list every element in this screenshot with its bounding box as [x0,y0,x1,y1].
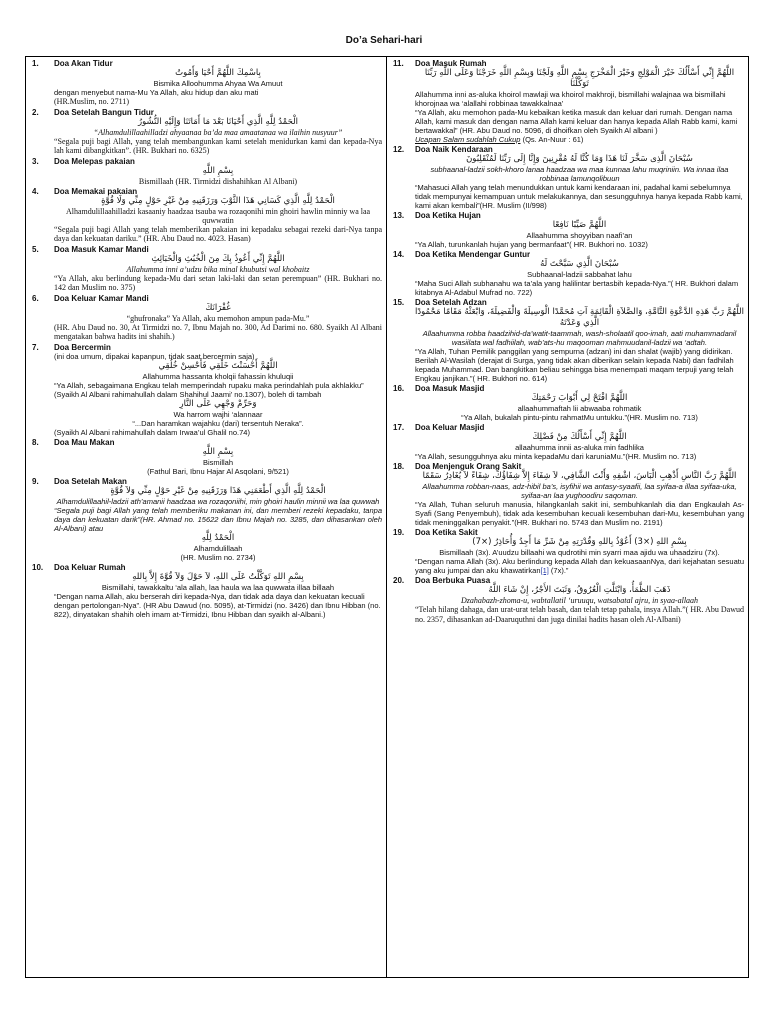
arabic-text: سُبْحَانَ الَّذِي سَبَّحْتَ لَهُ [540,259,619,269]
doa-item-6 [30,294,382,342]
doa-item-19 [391,528,744,575]
arabic-text: اللَّهُمَّ إِنِّي أَسْأَلُكَ مِنْ فَضْلِكَ [532,432,627,442]
meaning: “Dengan nama Allah, aku berserah diri kepada-Nya, dan tidak ada daya dan kekuatan kecuali dengan pertolongan-Nya”. (HR Abu Dawud (no. 5095), at-Tirmidzi (no. 3426) dan Ibnu Hibban (no. 822), dinyatakan shahih oleh imam at-Tirmidzi, Ibnu Hibban dan syaikh al-Albani.) [54,591,381,619]
source: (HR.Muslim, no. 2711) [54,97,130,106]
item-heading: Doa Masuk Rumah [415,59,487,68]
page-title: Do’a Sehari-hari [345,35,423,46]
meaning: dengan menyebut nama-Mu Ya Allah, aku hidup dan aku mati [54,88,259,97]
item-number: 6. [32,293,39,303]
doa-item-14 [391,250,744,297]
transliteration: Bismillaah (HR. Tirmidzi dishahihkan Al Albani) [138,176,298,186]
meaning [415,557,744,575]
item-number: 1. [32,59,39,68]
note-text: Ucapan Salam sudahlah Cukup [415,135,521,144]
meaning: “Telah hilang dahaga, dan urat-urat telah basah, dan telah tetap pahala, insya Allah.”( HR. Abu Dawud no. 2357, dihasankan ad-Daaruquthni dan juga dinilai hadits hasan oleh Al-Albani) [415,605,744,624]
arabic-text: اللَّهُمَّ أَحْسَنْتَ خَلْقِي فَأَحْسِنْ خُلُقِي [158,360,278,371]
item-number: 12. [393,145,405,154]
note [415,135,744,144]
transliteration: Bismika Alloohumma Ahyaa Wa Amuut [153,79,283,88]
item-number: 18. [393,462,405,471]
meaning: “Ya Allah, aku berlindung kepada-Mu dari setan laki-laki dan setan perempuan” (HR. Bukhari no. 142 dan Muslim no. 375) [54,273,382,292]
meaning: “Ya Allah, turunkanlah hujan yang bermanfaat”( HR. Bukhori no. 1032) [415,240,648,249]
meaning: “Ya Allah, sesungguhnya aku minta kepadaMu dari karuniaMu.”(HR. Muslim no. 713) [415,452,697,461]
left-column [26,57,387,977]
doa-item-17 [391,423,744,461]
item-number: 20. [393,576,405,585]
arabic-text: بِسْمِ اللهِ تَوَكَّلْتُ عَلَى اللهِ، لاَ حَوْلَ وَلاَ قُوَّةَ إِلاَّ بِاللهِ [132,571,304,582]
note: (ini doa umum, dipakai kapanpun, tidak saat bercermin saja) [54,351,255,361]
item-number: 8. [32,437,39,447]
arabic-text: الْحَمْدُ لِلَّهِ الَّذِي أَطْعَمَنِي هَذَا وَرَزَقَنِيهِ مِنْ غَيْرِ حَوْلٍ مِنِّي وَلاَ قُوَّةٍ [110,485,326,496]
item-number: 17. [393,423,405,432]
arabic-text: الْحَمْدُ لِلَّهِ الَّذِي أَحْيَانَا بَعْدَ مَا أَمَاتَنَا وَإِلَيْهِ النُّشُورُ [137,116,299,127]
item-number: 10. [32,562,44,572]
doa-item-9 [30,477,382,562]
arabic-text: ذَهَبَ الظَّمَأُ، وَابْتَلَّتِ الْعُرُوقُ، وَثَبَتَ الأَجْرُ، إِنْ شَاءَ اللَّهُ [488,585,671,595]
meaning: “Maha Suci Allah subhanahu wa ta’ala yang halilintar bertasbih kepada-Nya.”( HR. Bukhori dalam kitabnya Al-Adabul Mufrad no. 722) [415,279,739,297]
item-heading: Doa Melepas pakaian [54,156,135,166]
arabic-text: اللَّهُمَّ افْتَحْ لِي أَبْوَابَ رَحْمَتِكَ [531,393,628,403]
arabic-text: اللَّهُمَّ إِنِّي أَعُوذُ بِكَ مِنَ الْخُبُثِ وَالْخَبَائِثِ [151,253,285,264]
doa-table [25,56,749,978]
item-number: 2. [32,107,39,117]
transliteration: Dzahabazh-zhoma-u, wabtallatil ‘uruuqu, watsabatal ajru, in syaa-allaah [460,596,699,605]
meaning: “Ya Allah, bukalah pintu-pintu rahmatMu untukku.”(HR. Muslim no. 713) [461,413,698,422]
meaning: “Segala puji bagi Allah, yang telah membangunkan kami setelah menidurkan kami dan kepada-Nya lah kami dibangkitkan”. (HR. Bukhari no. 6325) [54,136,382,155]
meaning: (HR. Abu Daud no. 30, At Tirmidzi no. 7, Ibnu Majah no. 300, Ad Darimi no. 680. Syaikh Al Albani mengatakan bahwa hadits ini shahih.) [54,322,382,341]
transliteration: Allaahumma shoyyiban naafi’an [526,231,633,240]
doa-item-1 [30,59,382,107]
item-number: 9. [32,476,39,486]
item-number: 5. [32,244,39,254]
source-2: (Syaikh Al Albani rahimahullah dalam Irwaa’ul Ghalil no.74) [54,427,250,437]
meaning: (Fathul Bari, Ibnu Hajar Al Asqolani, 9/521) [147,466,289,476]
transliteration: Allaahumma robban-naas, adz-hibil ba’s, isyfihii wa antasy-syaafii, laa syifaa-a illaa syifaa-uka, syifaa-an laa yughoodiru saqoman. [422,482,737,500]
transliteration: allaahumma innii as-aluka min fadhlika [515,443,644,452]
item-heading: Doa Naik Kendaraan [415,145,493,154]
transliteration: Bismillaah (3x). A’uudzu billaahi wa qudrotihi min syarri maa ajidu wa uhaadziru (7x). [439,548,720,557]
note-source: (Qs. An-Nuur : 61) [520,135,584,144]
item-heading: Doa Masuk Kamar Mandi [54,244,149,254]
meaning: “Segala puji bagi Allah yang telah memberiku makanan ini, dan memberi rezeki kepadaku, tanpa daya dan kekuatan darik”(HR. Ahmad no. 15622 dan Ibnu Majah no. 3285, dan dihasankan oleh Al-Albani) atau [54,505,382,533]
transliteration: Alhamdulillaahil-ladzii ath’amanii haadzaa wa rozaqoniihi, min ghoiri haulin minnii wa laa quwwah [56,496,380,506]
transliteration: Alhamdulillaahilladzi kasaaniy haadzaa tsauba wa rozaqonihi min ghoiri hawlin minniy wa laa quwwatin [65,206,371,225]
transliteration: “Alhamdulillaahilladzi ahyaanaa ba’da maa amaatanaa wa ilaihin nusyuur” [93,127,343,137]
arabic-text-2: الْحَمْدُ لِلَّهِ [201,532,235,543]
item-heading: Doa Ketika Hujan [415,211,481,220]
right-column [387,57,748,977]
item-heading: Doa Memakai pakaian [54,186,138,196]
transliteration: Allahumma hassanta kholqii fahassin khuluqii [142,371,294,381]
item-heading: Doa Masuk Masjid [415,384,485,393]
doa-item-15 [391,298,744,383]
meaning: “Mahasuci Allah yang telah menundukkan untuk kami kendaraan ini, padahal kami sebelumnya tidak mempunyai kemampuan untuk melakukannya, dan sesungguhnya hanya kepada Rabb kami, kami akan kembali”(HR. Muslim (II/998) [415,183,743,210]
meaning: “Ya Allah, aku memohon pada-Mu kebaikan ketika masuk dan keluar dari rumah. Dengan nama Allah, kami masuk dan dengan nama Allah kami keluar dan hanya kepada Allah Rabb kami, kami bertawakkal” (HR. Abu Daud no. 5096, di dhoifkan oleh Syaikh Al albani ) [415,108,738,135]
doa-item-5 [30,245,382,293]
meaning-2: (HR. Muslim no. 2734) [180,552,256,562]
doa-item-4 [30,187,382,244]
item-heading: Doa Berbuka Puasa [415,576,491,585]
doa-item-18 [391,462,744,527]
transliteration: Allaahumma robba haadzihid-da’watit-taammah, wash-sholaatil qoo-imah, aati muhammadanil wasiilata wal fadhiilah, wab’ats-hu maqooman mahmuudanil-ladzii wa ‘adtah. [422,329,737,347]
transliteration-2: Wa harrom wajhi ‘alannaar [173,409,263,419]
transliteration: Bismillah [202,457,233,467]
doa-item-12 [391,145,744,210]
meaning-text: “Dengan nama Allah (3x). Aku berlindung kepada Allah dan kekuasaanNya, dari kejahatan sesuatu yang aku jumpai dan aku khawatirkan [415,557,744,575]
item-number: 11. [393,59,404,68]
arabic-text: بِسْمِ اللَّهِ [202,446,234,457]
item-number: 3. [32,156,39,166]
item-heading: Doa Akan Tidur [54,59,113,68]
item-heading: Doa Ketika Sakit [415,528,478,537]
item-heading: Doa Keluar Kamar Mandi [54,293,149,303]
arabic-text: بِسْمِ اللَّهِ [202,165,234,176]
item-heading: Doa Menjenguk Orang Sakit [415,462,522,471]
arabic-text: بِسْمِ اللهِ (×3) أَعُوْذُ بِاللهِ وَقُدْرَتِهِ مِنْ شَرِّ مَا أَجِدُ وَأُحَاذِرُ (×7) [472,537,687,547]
transliteration: Bismillahi, tawakkaltu ‘ala allah, laa haula wa laa quwwata illaa billaah [101,582,335,592]
source: (Syaikh Al Albani rahimahullah dalam Shahihul Jaami’ no.1307), boleh di tambah [54,389,322,399]
doa-item-16 [391,384,744,422]
item-heading: Doa Mau Makan [54,437,115,447]
item-heading: Doa Setelah Adzan [415,298,487,307]
item-heading: Doa Keluar Masjid [415,423,485,432]
doa-item-11 [391,59,744,144]
arabic-text-2: وَحَرِّمْ وَجْهِي عَلَى النَّارِ [179,398,257,409]
doa-item-8 [30,438,382,476]
transliteration: Allahumma inni as-aluka khoirol mawlaji wa khoirol makhroji, bismillahi walajnaa wa bismillahi khorojnaa wa ‘alallahi robbinaa tawakkalnaa’ [415,90,726,108]
footnote-link[interactable]: [1] [540,566,549,575]
transliteration: allaahummaftah lii abwaaba rohmatik [517,404,642,413]
doa-item-7 [30,343,382,437]
doa-item-2 [30,108,382,156]
doa-item-13 [391,211,744,249]
transliteration: Subhaanal-ladzii sabbahat lahu [527,270,632,279]
meaning: “Ya Allah, sebagaimana Engkau telah memperindah rupaku maka perindahlah pula akhlakku” [54,380,364,390]
item-heading: Doa Setelah Makan [54,476,127,486]
doa-item-10 [30,563,382,619]
item-number: 4. [32,186,39,196]
doa-item-3 [30,157,382,186]
meaning-end: (7x).” [548,566,569,575]
transliteration-2: Alhamdulillaah [193,543,243,553]
arabic-text: اللَّهُمَّ إِنِّي أَسْأَلُكَ خَيْرَ الْمَوْلِجِ وَخَيْرَ الْمَخْرَجِ بِسْمِ اللَّهِ وَلَجْنَا وَبِسْمِ اللَّهِ خَرَجْنَا وَعَلَى اللَّهِ رَبِّنَا تَوَكَّلْنَا [424,68,735,89]
meaning-2: “...Dan haramkan wajahku (dari) tersentuh Neraka”. [132,418,304,428]
item-number: 15. [393,298,405,307]
arabic-text: بِاسْمِكَ اللَّهُمَّ أَحْيَا وَأَمُوتُ [175,68,261,78]
arabic-text: الْحَمْدُ لِلَّهِ الَّذِي كَسَانِي هَذَا الثَّوْبَ وَرَزَقَنِيهِ مِنْ غَيْرِ حَوْلٍ مِنِّي وَلَا قُوَّةٍ [101,195,335,206]
doa-item-20 [391,576,744,624]
item-heading: Doa Keluar Rumah [54,562,126,572]
arabic-text: غُفْرَانَكَ [205,302,231,313]
meaning: “Segala puji bagi Allah yang telah memberikan pakaian ini kepadaku sebagai rezeki dari-Nya tanpa daya dan kekuatan dariku.” (HR. Abu Daud no. 4023. Hasan) [54,224,382,243]
meaning: “Ya Allah, Tuhan seluruh manusia, hilangkanlah sakit ini, sembuhkanlah dia dan Engkaulah As-Syafi (Sang Penyembuh), tidak ada kesembuhan kecuali kesembuhan dari-Mu, kesembuhan yang tidak meninggalkan penyakit.”(HR. Bukhari no. 5743 dan Muslim no. 2191) [415,500,744,527]
item-number: 14. [393,250,405,259]
item-number: 16. [393,384,405,393]
transliteration: “ghufronaka” Ya Allah, aku memohon ampun pada-Mu.” [126,313,310,323]
item-heading: Doa Setelah Bangun Tidur [54,107,154,117]
item-heading: Doa Bercermin [54,342,111,352]
item-heading: Doa Ketika Mendengar Guntur [415,250,531,259]
transliteration: subhaanal-ladzii sokh-khoro lanaa haadzaa wa maa kunnaa lahu muqriniin. Wa innaa ilaa robbinaa lamunqolibuun [430,165,729,183]
arabic-text: اللَّهُمَّ صَيِّبًا نَافِعًا [552,220,607,230]
arabic-text: سُبْحَانَ الَّذِى سَخَّرَ لَنَا هَذَا وَمَا كُنَّا لَهُ مُقْرِنِينَ وَإِنَّا إِلَى رَبِّنَا لَمُنْقَلِبُونَ [466,154,693,164]
item-number: 7. [32,342,39,352]
arabic-text: اللَّهُمَّ رَبَّ النَّاسِ أَذْهِبِ الْبَاسَ، اشْفِهِ وَأَنْتَ الشَّافِي، لاَ شِفَاءَ إِلاَّ شِفَاؤُكَ، شِفَاءً لاَ يُغَادِرُ سَقَمًا [422,471,737,481]
arabic-text: اللَّهُمَّ رَبَّ هَذِهِ الدَّعْوَةِ التَّامَّةِ، وَالصَّلاَةِ الْقَائِمَةِ آتِ مُحَمَّدًا الْوَسِيلَةَ وَالْفَضِيلَةَ، وَابْعَثْهُ مَقَامًا مَحْمُودًا الَّذِي وَعَدْتَهُ [415,307,744,328]
meaning: “Ya Allah, Tuhan Pemilik panggilan yang sempurna (adzan) ini dan shalat (wajib) yang didirikan. Berilah Al-Wasilah (derajat di Surga, yang tidak akan diberikan selain kepada Nabi) dan fadhilah kepada Muhammad. Dan bangkitkan beliau sehingga bisa menempati maqam terpuji yang telah Engkau janjikan.”( HR. Bukhori no. 614) [415,347,734,383]
transliteration: Allahumma inni a’udzu bika minal khubutsi wal khobaitz [126,264,310,274]
item-number: 13. [393,211,405,220]
item-number: 19. [393,528,405,537]
